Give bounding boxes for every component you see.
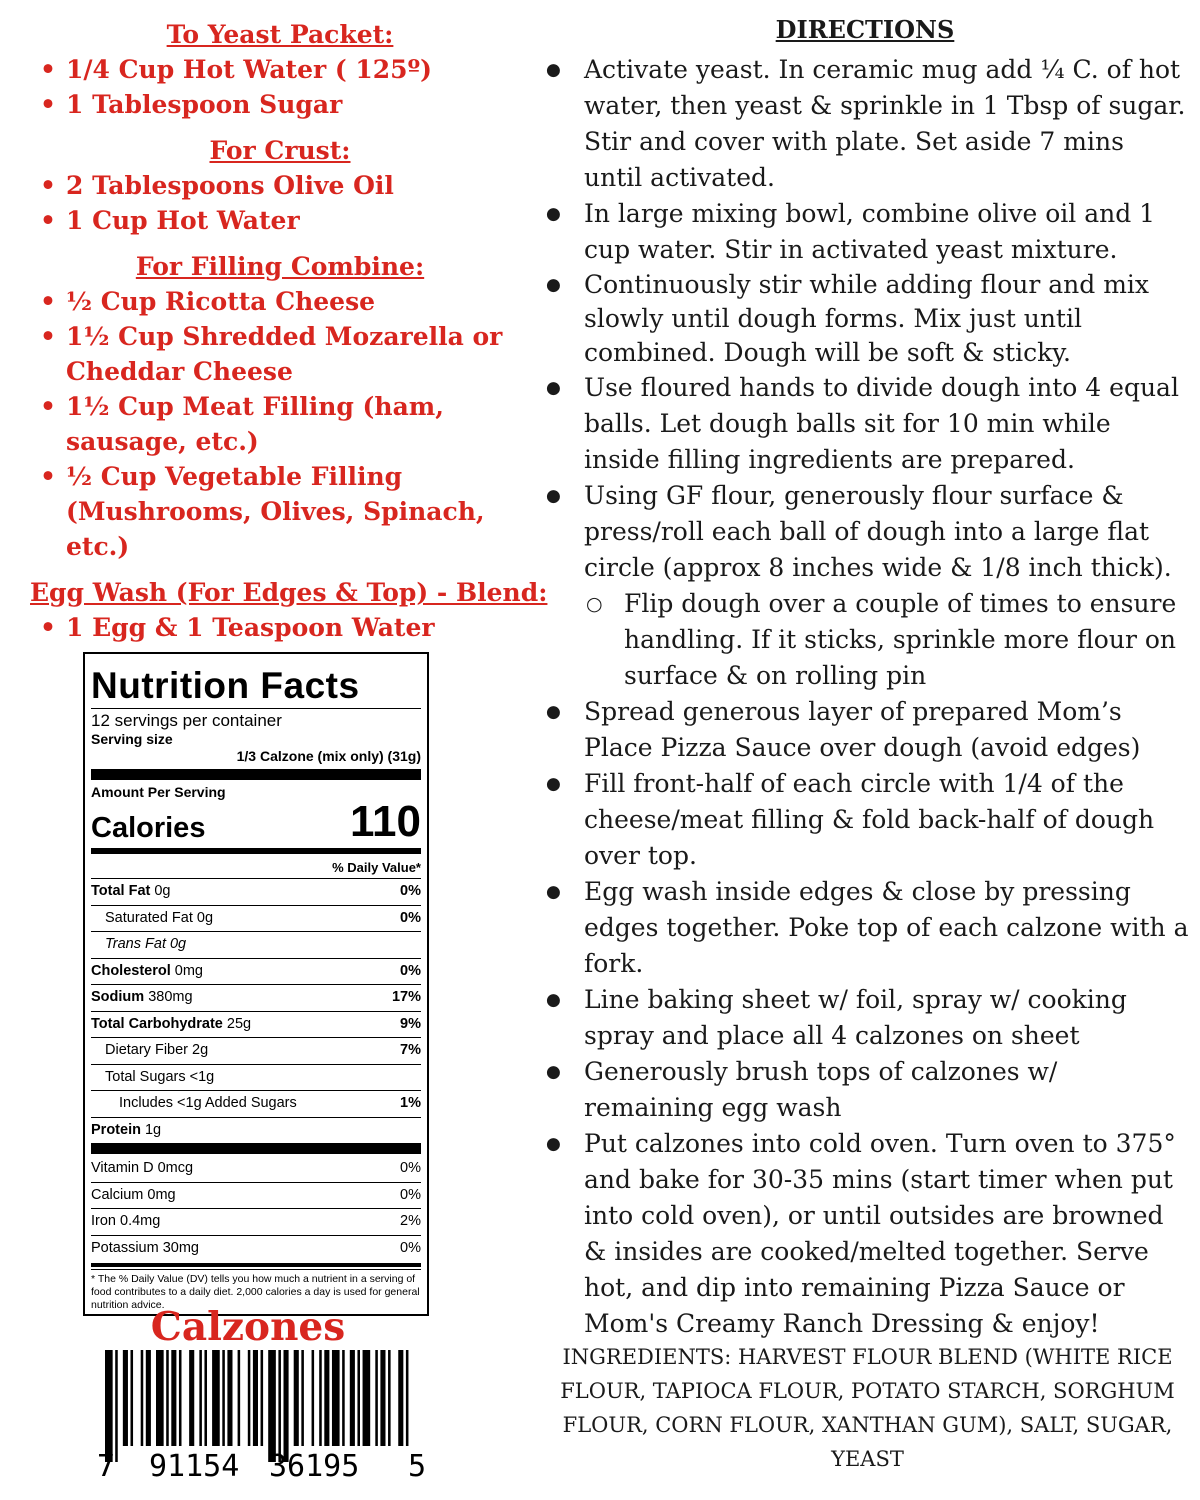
- calories-label: Calories: [91, 812, 206, 844]
- barcode-bar: [319, 1350, 322, 1446]
- barcode-bar: [363, 1350, 371, 1446]
- direction-step: ● Using GF flour, generously flour surface & press/roll each ball of dough into a large flat circle (approx 8 inches wide & 1/8 inch thick).: [540, 478, 1190, 586]
- barcode-bar: [189, 1350, 194, 1446]
- direction-substep: ○ Flip dough over a couple of times to ensure handling. If it sticks, sprinkle more flour on surface & on rolling pin: [540, 586, 1190, 694]
- list-item: • 1 Cup Hot Water: [30, 203, 550, 238]
- barcode-bar: [141, 1350, 144, 1446]
- barcode-bar: [156, 1350, 164, 1446]
- directions-title: DIRECTIONS: [775, 15, 955, 44]
- barcode-bar: [146, 1350, 151, 1446]
- barcode-bar: [312, 1350, 315, 1446]
- vitamin-row: Iron 0.4mg 2%: [91, 1208, 421, 1235]
- barcode-bar: [123, 1350, 128, 1446]
- nutrient-row: Includes <1g Added Sugars 1%: [91, 1090, 421, 1117]
- barcode-bar: [406, 1350, 409, 1446]
- barcode-bar: [131, 1350, 134, 1446]
- yeast-list: [30, 52, 550, 122]
- crust-list: [30, 168, 550, 238]
- barcode-bar: [171, 1350, 176, 1446]
- list-item: • 1½ Cup Meat Filling (ham, sausage, etc.): [30, 389, 550, 459]
- barcode-bar: [253, 1350, 258, 1446]
- barcode-bar: [248, 1350, 251, 1446]
- filling-title: For Filling Combine:: [135, 252, 425, 281]
- barcode-bar: [375, 1350, 378, 1446]
- direction-step: ● Use floured hands to divide dough into 4 equal balls. Let dough balls sit for 10 min while inside filling ingredients are prepared.: [540, 370, 1190, 478]
- direction-step: ● Continuously stir while adding flour and mix slowly until dough forms. Mix just until combined. Dough will be soft & sticky.: [540, 268, 1190, 370]
- yeast-title: To Yeast Packet:: [166, 20, 394, 49]
- directions-list: [540, 52, 1190, 1342]
- nutrition-facts-panel: [83, 652, 429, 1316]
- barcode-digits: 7: [97, 1449, 116, 1480]
- direction-step: ● Generously brush tops of calzones w/ remaining egg wash: [540, 1054, 1190, 1126]
- serving-size-value: 1/3 Calzone (mix only) (31g): [236, 748, 421, 764]
- barcode-bar: [284, 1350, 289, 1462]
- direction-step: ● Put calzones into cold oven. Turn oven to 375° and bake for 30-35 mins (start timer when put into cold oven), or until outsides are browned & insides are cooked/melted together. Serve hot, and dip into remaining Pizza Sauce or Mom's Creamy Ranch Dressing & enjoy!: [540, 1126, 1190, 1342]
- nutrient-row: Dietary Fiber 2g 7%: [91, 1037, 421, 1064]
- direction-step: ● Activate yeast. In ceramic mug add ¼ C. of hot water, then yeast & sprinkle in 1 Tbsp of sugar. Stir and cover with plate. Set aside 7 mins until activated.: [540, 52, 1190, 196]
- nutrient-row: Sodium 380mg 17%: [91, 984, 421, 1011]
- serving-size-label: Serving size: [91, 731, 173, 747]
- barcode-graphic: [83, 1350, 428, 1480]
- directions-section: [540, 14, 1190, 1342]
- barcode-bar: [324, 1350, 329, 1446]
- list-item: • ½ Cup Ricotta Cheese: [30, 284, 550, 319]
- product-name: Calzones: [150, 1304, 346, 1350]
- vitamin-row: Vitamin D 0mcg 0%: [91, 1160, 421, 1176]
- barcode-bar: [278, 1350, 281, 1462]
- nutrient-row: Trans Fat 0g: [91, 931, 421, 958]
- nutrition-title: Nutrition Facts: [91, 665, 360, 706]
- barcode-digits: 91154: [149, 1449, 240, 1480]
- nutrient-row: Protein 1g: [91, 1117, 421, 1144]
- amount-per-serving: Amount Per Serving: [91, 784, 226, 800]
- direction-step: ● Line baking sheet w/ foil, spray w/ cooking spray and place all 4 calzones on sheet: [540, 982, 1190, 1054]
- barcode-bar: [166, 1350, 169, 1446]
- nutrition-footnote: * The % Daily Value (DV) tells you how much a nutrient in a serving of food contributes to a daily diet. 2,000 calories a day is used for general nutrition advice.: [91, 1269, 421, 1312]
- vitamin-row: Calcium 0mg 0%: [91, 1182, 421, 1209]
- barcode-bar: [222, 1350, 225, 1446]
- list-item: • ½ Cup Vegetable Filling (Mushrooms, Olives, Spinach, etc.): [30, 459, 550, 564]
- barcode-bar: [342, 1350, 345, 1446]
- list-item: • 1/4 Cup Hot Water ( 125º): [30, 52, 550, 87]
- filling-list: [30, 284, 550, 564]
- recipe-ingredients: [30, 18, 550, 657]
- list-item: • 1 Tablespoon Sugar: [30, 87, 550, 122]
- barcode-bar: [398, 1350, 403, 1446]
- barcode-bar: [261, 1350, 264, 1446]
- barcode-bar: [268, 1350, 276, 1462]
- barcode-bar: [332, 1350, 340, 1446]
- barcode-bar: [105, 1350, 113, 1462]
- barcode-bar: [357, 1350, 360, 1446]
- direction-step: ● Fill front-half of each circle with 1/4 of the cheese/meat filling & fold back-half of dough over top.: [540, 766, 1190, 874]
- ingredients-statement: INGREDIENTS: HARVEST FLOUR BLEND (WHITE RICE FLOUR, TAPIOCA FLOUR, POTATO STARCH, SORGHUM FLOUR, CORN FLOUR, XANTHAN GUM), SALT, SUGAR, YEAST: [560, 1345, 1175, 1471]
- barcode-bar: [294, 1350, 299, 1446]
- crust-title: For Crust:: [209, 136, 351, 165]
- egg-wash-title: Egg Wash (For Edges & Top) - Blend:: [30, 578, 548, 607]
- calories-value: 110: [350, 797, 421, 846]
- nutrient-row: Total Carbohydrate 25g 9%: [91, 1011, 421, 1038]
- vitamin-row: Potassium 30mg 0%: [91, 1235, 421, 1262]
- barcode-bar: [227, 1350, 232, 1446]
- barcode-bar: [204, 1350, 207, 1446]
- barcode: [83, 1350, 428, 1480]
- barcode-bar: [179, 1350, 182, 1446]
- barcode-bar: [388, 1350, 391, 1446]
- daily-value-header: % Daily Value*: [332, 860, 421, 875]
- direction-step: ● Spread generous layer of prepared Mom’s Place Pizza Sauce over dough (avoid edges): [540, 694, 1190, 766]
- list-item: • 1½ Cup Shredded Mozarella or Cheddar Cheese: [30, 319, 550, 389]
- barcode-digits: 5: [408, 1449, 427, 1480]
- barcode-bar: [212, 1350, 220, 1446]
- servings-per-container: 12 servings per container: [91, 711, 282, 730]
- direction-step: ● In large mixing bowl, combine olive oil and 1 cup water. Stir in activated yeast mixture.: [540, 196, 1190, 268]
- barcode-bar: [199, 1350, 202, 1446]
- list-item: • 2 Tablespoons Olive Oil: [30, 168, 550, 203]
- egg-wash-list: [30, 610, 550, 645]
- nutrient-row: Cholesterol 0mg 0%: [91, 958, 421, 985]
- calories-row: [91, 797, 421, 846]
- nutrient-row: Total Fat 0g 0%: [91, 878, 421, 905]
- barcode-digits: 36195: [269, 1449, 360, 1480]
- direction-step: ● Egg wash inside edges & close by pressing edges together. Poke top of each calzone with a fork.: [540, 874, 1190, 982]
- barcode-bar: [301, 1350, 304, 1446]
- nutrient-row: Saturated Fat 0g 0%: [91, 905, 421, 932]
- nutrient-row: Total Sugars <1g: [91, 1064, 421, 1091]
- list-item: • 1 Egg & 1 Teaspoon Water: [30, 610, 550, 645]
- barcode-bar: [238, 1350, 241, 1446]
- barcode-bar: [115, 1350, 118, 1462]
- barcode-bar: [350, 1350, 355, 1446]
- barcode-bar: [380, 1350, 385, 1446]
